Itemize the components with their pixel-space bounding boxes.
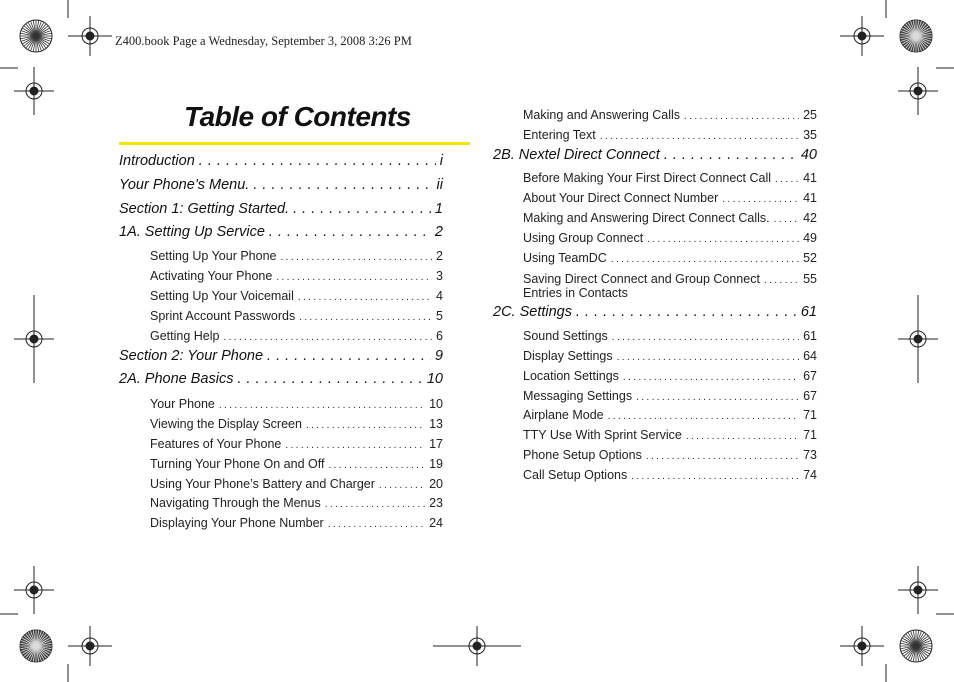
toc-entry-label: Getting Help <box>150 329 220 343</box>
toc-section-entry[interactable] <box>493 304 817 320</box>
crosshair-dot <box>914 586 922 594</box>
crosshair-dot <box>914 87 922 95</box>
toc-entry-label: 2A. Phone Basics <box>119 371 234 387</box>
toc-subsection-entry[interactable] <box>150 269 443 283</box>
dot-leader <box>631 471 799 482</box>
toc-page-number: 17 <box>429 437 443 451</box>
toc-page-number: 4 <box>436 289 443 303</box>
toc-subsection-entry[interactable] <box>150 289 443 303</box>
dot-leader <box>774 214 799 225</box>
toc-page-number: 67 <box>803 389 817 403</box>
dot-leader <box>199 153 436 169</box>
toc-page-number: 40 <box>800 147 817 163</box>
toc-entry-label: 1A. Setting Up Service <box>119 224 265 240</box>
toc-subsection-entry[interactable] <box>150 516 443 530</box>
toc-entry-label <box>523 272 760 300</box>
toc-page-number: 19 <box>429 457 443 471</box>
toc-entry-label: 2C. Settings <box>493 304 572 320</box>
toc-subsection-entry[interactable] <box>150 417 443 431</box>
dot-leader <box>722 194 799 205</box>
toc-page-number: 9 <box>434 348 443 364</box>
toc-entry-label: Call Setup Options <box>523 468 628 482</box>
dot-leader <box>775 174 799 185</box>
toc-entry-label: Activating Your Phone <box>150 269 273 283</box>
toc-page-number: 71 <box>803 428 817 442</box>
toc-page-number: 67 <box>803 369 817 383</box>
toc-page-number: 74 <box>803 468 817 482</box>
crosshair-dot <box>858 32 866 40</box>
toc-page-number: i <box>439 153 443 169</box>
toc-section-entry[interactable] <box>493 147 817 163</box>
toc-entry-label: Using TeamDC <box>523 251 607 265</box>
toc-section-entry[interactable] <box>119 201 443 217</box>
dot-leader <box>647 234 799 245</box>
toc-entry-label: Using Your Phone’s Battery and Charger <box>150 477 375 491</box>
toc-entry-label: Sound Settings <box>523 329 608 343</box>
dot-leader <box>253 177 432 193</box>
toc-page-number: 35 <box>803 128 817 142</box>
toc-page-number: 10 <box>429 397 443 411</box>
toc-page-number: 71 <box>803 408 817 422</box>
toc-entry-label: Sprint Account Passwords <box>150 309 296 323</box>
toc-page-number: 1 <box>434 201 443 217</box>
toc-subsection-entry[interactable] <box>523 128 817 142</box>
toc-subsection-entry[interactable] <box>523 448 817 462</box>
toc-subsection-entry[interactable] <box>150 477 443 491</box>
toc-page-number: 64 <box>803 349 817 363</box>
toc-page-number: 61 <box>800 304 817 320</box>
toc-subsection-entry[interactable] <box>523 389 817 403</box>
dot-leader <box>281 252 433 263</box>
toc-entry-label: About Your Direct Connect Number <box>523 191 719 205</box>
dot-leader <box>379 480 425 491</box>
crosshair-dot <box>914 335 922 343</box>
dot-leader <box>664 147 797 163</box>
toc-subsection-entry[interactable] <box>150 496 443 510</box>
dot-leader <box>684 111 799 122</box>
dot-leader <box>269 224 431 240</box>
toc-section-entry[interactable] <box>119 153 443 169</box>
toc-subsection-entry[interactable] <box>150 249 443 263</box>
toc-entry-label: Your Phone’s Menu. <box>119 177 250 193</box>
dot-leader <box>285 440 425 451</box>
toc-entry-label: Setting Up Your Phone <box>150 249 277 263</box>
dot-leader <box>293 201 431 217</box>
dot-leader <box>612 332 799 343</box>
toc-entry-label: Setting Up Your Voicemail <box>150 289 294 303</box>
toc-subsection-entry[interactable] <box>523 108 817 122</box>
toc-subsection-entry[interactable] <box>150 309 443 323</box>
toc-page-number: 55 <box>803 272 817 286</box>
dot-leader <box>276 272 432 283</box>
toc-entry-label: Introduction <box>119 153 195 169</box>
dot-leader <box>623 372 799 383</box>
toc-subsection-entry[interactable] <box>150 457 443 471</box>
toc-page-number: 42 <box>803 211 817 225</box>
toc-entry-label: Your Phone <box>150 397 215 411</box>
toc-entry-label: Messaging Settings <box>523 389 633 403</box>
dot-leader <box>636 392 799 403</box>
toc-page-number: 20 <box>429 477 443 491</box>
dot-leader <box>328 519 425 530</box>
toc-page-number: 3 <box>436 269 443 283</box>
crosshair-dot <box>86 32 94 40</box>
toc-entry-label-line1: Saving Direct Connect and Group Connect <box>523 272 760 286</box>
toc-entry-label: Navigating Through the Menus <box>150 496 321 510</box>
toc-entry-label: Airplane Mode <box>523 408 604 422</box>
toc-entry-label: Entering Text <box>523 128 596 142</box>
print-header: Z400.book Page a Wednesday, September 3, 2008 3:26 PM <box>115 34 412 48</box>
toc-subsection-entry[interactable] <box>150 397 443 411</box>
toc-entry-label-line2: Entries in Contacts <box>523 286 628 300</box>
toc-page-number: 6 <box>436 329 443 343</box>
toc-page-number: 49 <box>803 231 817 245</box>
toc-subsection-entry[interactable] <box>523 251 817 265</box>
toc-subsection-entry[interactable] <box>523 211 817 225</box>
dot-leader <box>611 254 799 265</box>
dot-leader <box>617 352 799 363</box>
toc-page-number: 23 <box>429 496 443 510</box>
toc-page-number: 10 <box>426 371 443 387</box>
toc-subsection-entry[interactable] <box>523 349 817 363</box>
toc-page-number: 61 <box>803 329 817 343</box>
dot-leader <box>219 400 425 411</box>
crosshair-dot <box>473 642 481 650</box>
toc-page-number: 24 <box>429 516 443 530</box>
dot-leader <box>267 348 431 364</box>
crosshair-dot <box>858 642 866 650</box>
crosshair-dot <box>30 586 38 594</box>
crosshair-dot <box>30 335 38 343</box>
toc-entry-label: Displaying Your Phone Number <box>150 516 324 530</box>
toc-subsection-entry[interactable] <box>523 408 817 422</box>
toc-subsection-entry[interactable] <box>523 272 817 300</box>
toc-entry-label: Phone Setup Options <box>523 448 642 462</box>
toc-section-entry[interactable] <box>119 177 443 193</box>
toc-entry-label: TTY Use With Sprint Service <box>523 428 682 442</box>
dot-leader <box>299 312 432 323</box>
toc-subsection-entry[interactable] <box>150 437 443 451</box>
toc-entry-label: Viewing the Display Screen <box>150 417 302 431</box>
toc-page-number: 73 <box>803 448 817 462</box>
toc-page-number: 41 <box>803 191 817 205</box>
toc-entry-label: Making and Answering Direct Connect Calls. <box>523 211 770 225</box>
toc-subsection-entry[interactable] <box>150 329 443 343</box>
dot-leader <box>686 431 799 442</box>
dot-leader <box>608 411 799 422</box>
toc-entry-label: Display Settings <box>523 349 613 363</box>
toc-page-number: 2 <box>436 249 443 263</box>
dot-leader <box>306 420 425 431</box>
toc-subsection-entry[interactable] <box>523 369 817 383</box>
toc-subsection-entry[interactable] <box>523 468 817 482</box>
crosshair-dot <box>86 642 94 650</box>
toc-page-number: 5 <box>436 309 443 323</box>
toc-page-number: 2 <box>434 224 443 240</box>
crosshair-dot <box>30 87 38 95</box>
toc-subsection-entry[interactable] <box>523 171 817 185</box>
toc-page-number: 25 <box>803 108 817 122</box>
toc-subsection-entry[interactable] <box>523 428 817 442</box>
page-title: Table of Contents <box>184 101 411 132</box>
toc-subsection-entry[interactable] <box>523 231 817 245</box>
title-underline-rule <box>119 142 470 145</box>
dot-leader <box>325 499 425 510</box>
dot-leader <box>646 451 799 462</box>
toc-subsection-entry[interactable] <box>523 329 817 343</box>
toc-entry-label: Features of Your Phone <box>150 437 282 451</box>
dot-leader <box>223 332 432 343</box>
toc-section-entry[interactable] <box>119 371 443 387</box>
toc-entry-label: 2B. Nextel Direct Connect <box>493 147 660 163</box>
dot-leader <box>600 131 799 142</box>
toc-entry-label: Before Making Your First Direct Connect Call <box>523 171 772 185</box>
dot-leader <box>576 304 797 320</box>
dot-leader <box>328 460 425 471</box>
toc-subsection-entry[interactable] <box>523 191 817 205</box>
toc-entry-label: Making and Answering Calls <box>523 108 681 122</box>
dot-leader <box>764 275 799 286</box>
toc-section-entry[interactable] <box>119 348 443 364</box>
toc-page-number: 13 <box>429 417 443 431</box>
toc-page-number: 41 <box>803 171 817 185</box>
toc-entry-label: Using Group Connect <box>523 231 644 245</box>
toc-entry-label: Section 2: Your Phone <box>119 348 264 364</box>
dot-leader <box>298 292 432 303</box>
toc-section-entry[interactable] <box>119 224 443 240</box>
toc-page-number: ii <box>436 177 443 193</box>
dot-leader <box>237 371 422 387</box>
toc-entry-label: Section 1: Getting Started. <box>119 201 290 217</box>
toc-page-number: 52 <box>803 251 817 265</box>
toc-entry-label: Location Settings <box>523 369 619 383</box>
toc-entry-label: Turning Your Phone On and Off <box>150 457 325 471</box>
